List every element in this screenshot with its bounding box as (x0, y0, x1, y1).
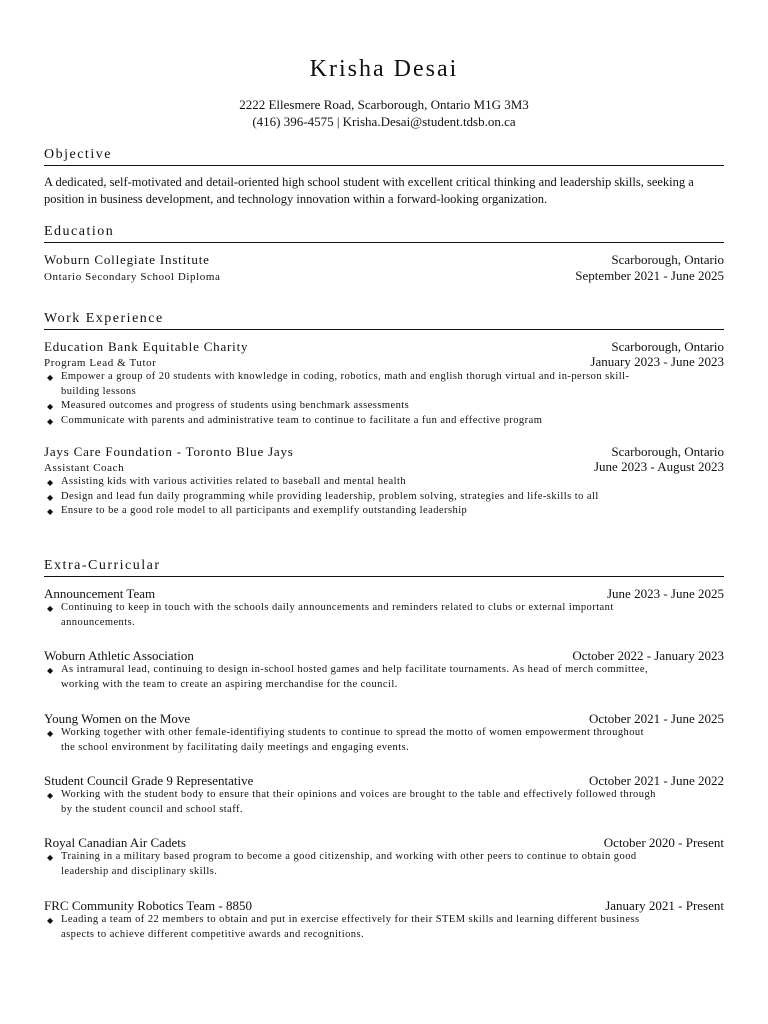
job-organization: Education Bank Equitable Charity (44, 339, 249, 354)
diploma-name: Ontario Secondary School Diploma (44, 271, 221, 283)
school-name: Woburn Collegiate Institute (44, 252, 210, 267)
activity-entry (44, 586, 724, 630)
bullet-icon: ◆ (47, 604, 54, 613)
activity-dates: October 2020 - Present (603, 835, 724, 850)
job-entry (44, 339, 724, 428)
activity-title: Young Women on the Move (44, 711, 191, 726)
activity-entry (44, 773, 724, 817)
activity-dates: January 2021 - Present (605, 898, 724, 913)
bullet-icon: ◆ (47, 492, 54, 502)
objective-text: A dedicated, self-motivated and detail-oriented high school student with excellent critical thinking and leadership skills, seeking a position in business development, and technology innovation within a forward-looking organization. (44, 175, 694, 206)
activity-dates: October 2021 - June 2022 (588, 773, 724, 788)
job-bullet-list (44, 475, 724, 519)
bullet-item: ◆ Assisting kids with various activities related to baseball and mental health (44, 475, 661, 490)
contact-address: 2222 Ellesmere Road, Scarborough, Ontario M1G 3M3 (239, 97, 529, 112)
bullet-icon: ◆ (47, 402, 54, 411)
activity-title: Student Council Grade 9 Representative (44, 773, 254, 788)
bullet-item: ◆ Empower a group of 20 students with knowledge in coding, robotics, math and english thorugh virtual and in-person skill-building lessons (47, 371, 630, 397)
bullet-icon: ◆ (47, 916, 54, 925)
bullet-item: ◆ As intramural lead, continuing to design in-school hosted games and help facilitate tournaments. As head of merch committee, working with the team to create an aspiring merchandise for the council. (47, 664, 649, 690)
job-dates: January 2023 - June 2023 (590, 354, 724, 369)
activity-entry (44, 711, 724, 755)
bullet-icon: ◆ (47, 853, 54, 862)
activity-title: Announcement Team (44, 586, 156, 601)
bullet-icon: ◆ (47, 666, 54, 675)
bullet-item: ◆ Measured outcomes and progress of students using benchmark assessments (44, 399, 661, 414)
education-heading: Education (44, 223, 724, 243)
bullet-icon: ◆ (47, 729, 54, 738)
contact-phone-email: (416) 396-4575 | Krisha.Desai@student.tdsb.on.ca (252, 114, 516, 129)
bullet-item: ◆ Continuing to keep in touch with the schools daily announcements and reminders related to clubs or external important announcements. (47, 602, 614, 628)
job-bullet-list (44, 370, 724, 428)
activity-entry (44, 835, 724, 879)
activity-title: Woburn Athletic Association (44, 648, 194, 663)
bullet-icon: ◆ (47, 478, 54, 487)
extra-curricular-heading: Extra-Curricular (44, 557, 724, 577)
job-dates: June 2023 - August 2023 (594, 459, 724, 474)
work-experience-heading: Work Experience (44, 310, 724, 330)
job-location: Scarborough, Ontario (611, 339, 724, 354)
bullet-item: ◆ Working together with other female-identifiying students to continue to spread the motto of women empowerment throughout the school environment by facilitating daily meetings and engaging events. (47, 727, 644, 753)
bullet-item: ◆ Ensure to be a good role model to all participants and exemplify outstanding leadership (44, 504, 661, 519)
activity-dates: October 2022 - January 2023 (572, 648, 724, 663)
school-location: Scarborough, Ontario (611, 252, 724, 267)
school-dates: September 2021 - June 2025 (575, 268, 724, 283)
bullet-icon: ◆ (47, 507, 54, 516)
job-role: Assistant Coach (44, 462, 125, 474)
candidate-name: Krisha Desai (309, 56, 459, 82)
bullet-icon: ◆ (47, 373, 54, 382)
job-location: Scarborough, Ontario (611, 444, 724, 459)
activity-title: FRC Community Robotics Team - 8850 (44, 898, 252, 913)
job-role: Program Lead & Tutor (44, 357, 157, 369)
bullet-item: ◆ Working with the student body to ensure that their opinions and voices are brought to the table and effectively followed through by the student council and school staff. (47, 789, 656, 815)
bullet-item: ◆ Communicate with parents and administrative team to continue to facilitate a fun and effective program (44, 414, 661, 429)
education-entry (44, 252, 724, 284)
activity-dates: October 2021 - June 2025 (588, 711, 724, 726)
bullet-icon: ◆ (47, 416, 54, 426)
job-entry (44, 444, 724, 519)
activity-entry (44, 648, 724, 692)
bullet-icon: ◆ (47, 791, 54, 800)
job-organization: Jays Care Foundation - Toronto Blue Jays (44, 444, 294, 459)
activity-dates: June 2023 - June 2025 (607, 586, 724, 601)
activity-entry (44, 898, 724, 942)
bullet-item: ◆ Design and lead fun daily programming while providing leadership, problem solving, strategies and life-skills to all (44, 490, 661, 505)
bullet-item: ◆ Leading a team of 22 members to obtain and put in exercise effectively for their STEM skills and learning different business aspects to achieve different competitive awards and recognitions. (47, 914, 640, 940)
bullet-item: ◆ Training in a military based program to become a good citizenship, and working with other peers to continue to obtain good leadership and disciplinary skills. (47, 851, 637, 877)
objective-heading: Objective (44, 146, 724, 166)
activity-title: Royal Canadian Air Cadets (44, 835, 186, 850)
